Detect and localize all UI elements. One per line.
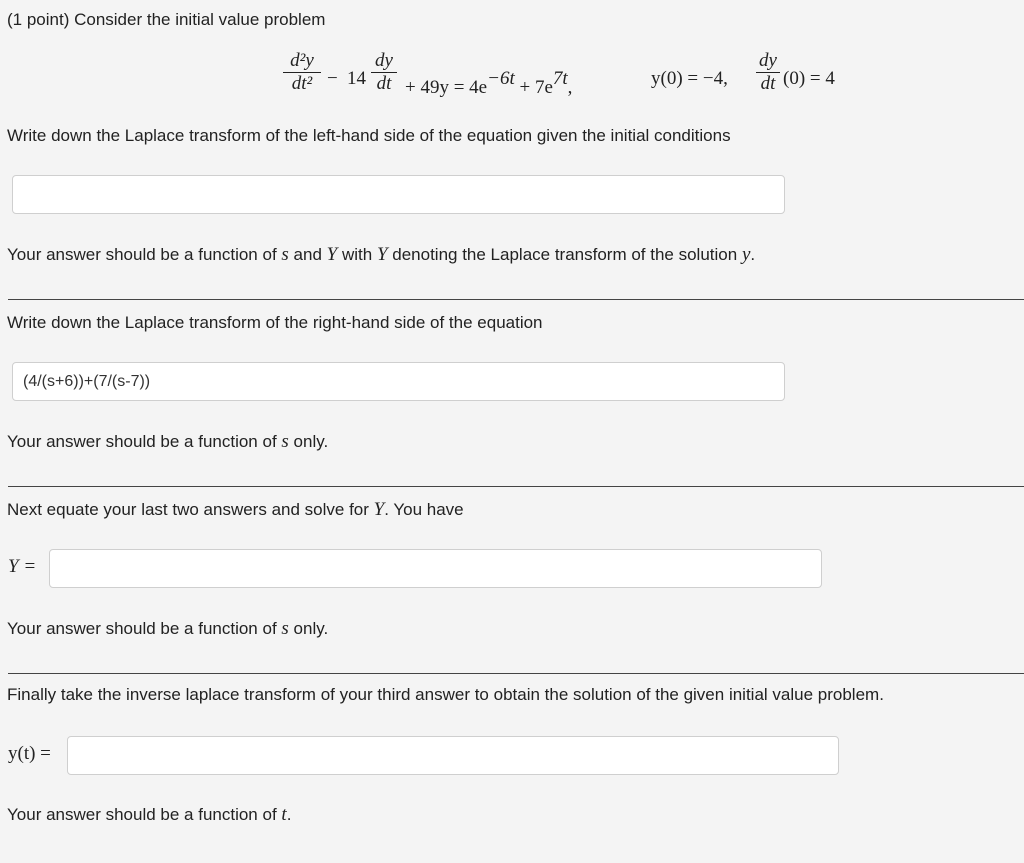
dt-denominator: dt bbox=[376, 73, 392, 94]
divider-1 bbox=[8, 299, 1024, 300]
first-derivative-fraction bbox=[371, 50, 397, 95]
divider-3 bbox=[8, 673, 1024, 674]
second-derivative-fraction bbox=[283, 50, 321, 95]
problem-header: (1 point) Consider the initial value problem bbox=[7, 10, 326, 29]
solve-prompt: Next equate your last two answers and solve for Y. You have bbox=[7, 499, 464, 520]
ic-dt-denominator: dt bbox=[760, 73, 776, 94]
initial-condition-derivative: (0) = 4 bbox=[783, 68, 835, 89]
rhs-prompt: Write down the Laplace transform of the right-hand side of the equation bbox=[7, 313, 543, 332]
lhs-prompt: Write down the Laplace transform of the left-hand side of the equation given the initial conditions bbox=[7, 126, 731, 145]
inverse-prompt: Finally take the inverse laplace transform of your third answer to obtain the solution of the given initial value problem. bbox=[7, 685, 884, 704]
minus-sign: − bbox=[327, 68, 338, 89]
equation-rest: + $49y = 4e^{-6t} + 7e^{7t}$, bbox=[405, 68, 573, 98]
lhs-hint: Your answer should be a function of s and Y with Y denoting the Laplace transform of the solution y. bbox=[7, 244, 756, 265]
initial-condition-y: y(0) = −4, bbox=[651, 68, 728, 89]
y-label: Y = bbox=[8, 556, 37, 577]
exponent-1: −6t bbox=[487, 68, 515, 89]
yt-label: y(t) = bbox=[8, 743, 51, 764]
divider-2 bbox=[8, 486, 1024, 487]
exponent-2: 7t bbox=[552, 68, 568, 89]
lhs-answer-input[interactable] bbox=[12, 175, 785, 214]
dy-numerator: dy bbox=[375, 50, 393, 71]
rhs-hint: Your answer should be a function of s only. bbox=[7, 431, 329, 452]
solve-hint: Your answer should be a function of s only. bbox=[7, 618, 329, 639]
inverse-hint: Your answer should be a function of t. bbox=[7, 804, 292, 825]
ic-dy-numerator: dy bbox=[759, 50, 777, 71]
rhs-answer-input[interactable] bbox=[12, 362, 785, 401]
initial-condition-derivative-fraction bbox=[756, 50, 780, 95]
d2y-numerator: d²y bbox=[290, 50, 314, 71]
Y-answer-input[interactable] bbox=[49, 549, 822, 588]
dt2-denominator: dt² bbox=[291, 73, 313, 94]
coefficient-14: 14 bbox=[347, 68, 366, 89]
yt-answer-input[interactable] bbox=[67, 736, 839, 775]
